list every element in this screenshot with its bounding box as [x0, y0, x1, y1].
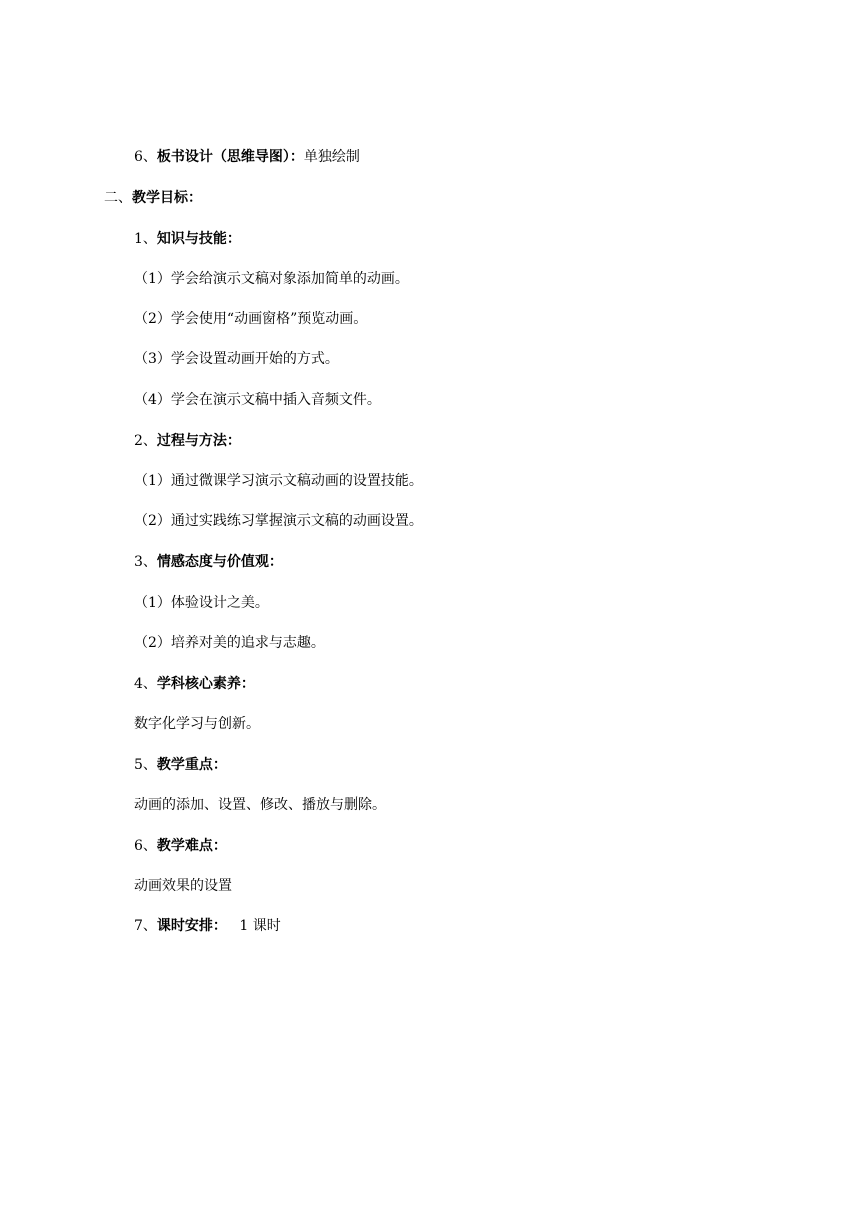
paragraph: 动画效果的设置: [134, 878, 232, 894]
blackboard-design-line: [134, 147, 360, 167]
heading-core-literacy: [134, 674, 255, 694]
list-item: （2）学会使用“动画窗格”预览动画。: [134, 311, 368, 327]
list-item: （3）学会设置动画开始的方式。: [134, 351, 339, 367]
heading-text: 情感态度与价值观：: [156, 554, 283, 570]
item-number: 7、: [134, 918, 157, 934]
list-item: （2）培养对美的追求与志趣。: [134, 635, 325, 651]
blackboard-design-value: 单独绘制: [303, 149, 360, 165]
item-number: 5、: [134, 757, 157, 773]
paragraph: 动画的添加、设置、修改、播放与删除。: [134, 797, 386, 813]
heading-text: 过程与方法：: [156, 433, 241, 449]
list-item: （1）通过微课学习演示文稿动画的设置技能。: [134, 473, 423, 489]
item-number: 3、: [134, 554, 157, 570]
heading-text: 学科核心素养：: [156, 676, 255, 692]
class-hours-value: 1 课时: [234, 918, 281, 934]
list-item: （1）学会给演示文稿对象添加简单的动画。: [134, 271, 409, 287]
item-number: 6、: [134, 149, 157, 165]
heading-process-methods: [134, 431, 241, 451]
heading-difficult-points: [134, 836, 227, 856]
heading-text: 教学重点：: [156, 757, 227, 773]
section-teaching-goals: [104, 188, 202, 208]
item-number: 6、: [134, 838, 157, 854]
paragraph: 数字化学习与创新。: [134, 716, 260, 732]
list-item: （1）体验设计之美。: [134, 595, 269, 611]
heading-emotion-values: [134, 552, 283, 572]
item-number: 1、: [134, 231, 157, 247]
item-number: 4、: [134, 676, 157, 692]
heading-knowledge-skills: [134, 229, 241, 249]
heading-key-points: [134, 755, 227, 775]
heading-class-hours: [134, 916, 281, 936]
section-title: 教学目标：: [132, 190, 202, 206]
heading-text: 教学难点：: [156, 838, 227, 854]
item-number: 2、: [134, 433, 157, 449]
section-number: 二、: [104, 190, 132, 206]
heading-text: 知识与技能：: [156, 231, 241, 247]
heading-blackboard-design: 板书设计（思维导图）：: [156, 149, 304, 165]
heading-text: 课时安排：: [156, 918, 227, 934]
list-item: （4）学会在演示文稿中插入音频文件。: [134, 392, 381, 408]
list-item: （2）通过实践练习掌握演示文稿的动画设置。: [134, 513, 423, 529]
